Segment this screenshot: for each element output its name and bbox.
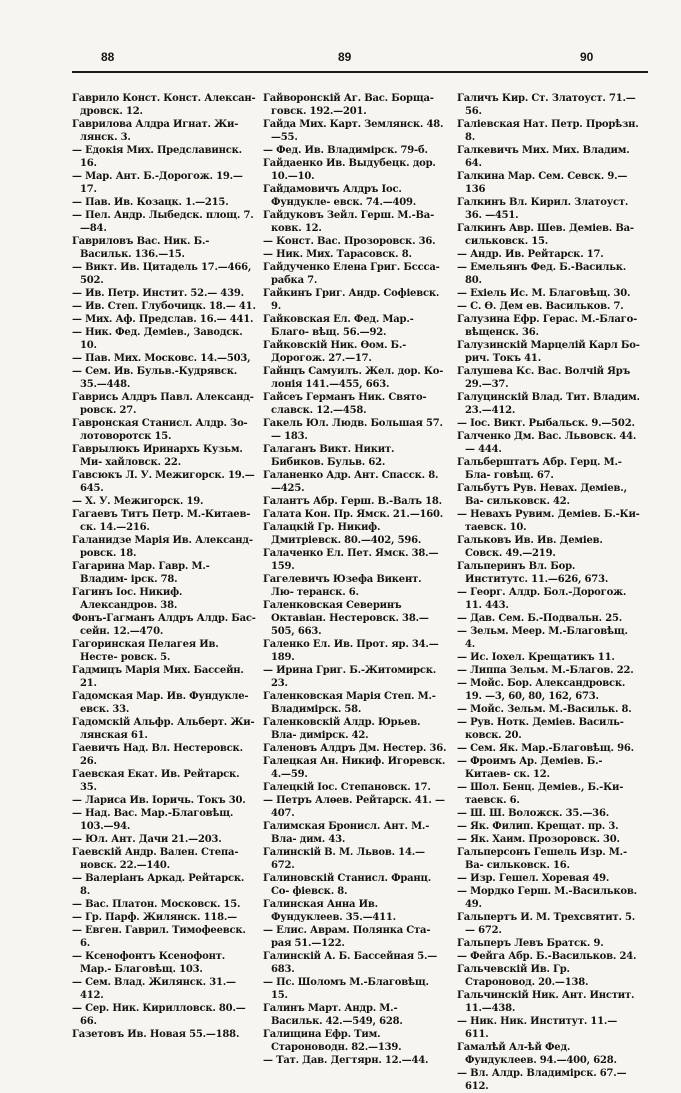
directory-entry: Гайкинъ Григ. Андр. Софіевск. 9.	[263, 288, 440, 312]
directory-entry: Галинъ Март. Андр. М.-Васильк. 42.—549, 628.	[263, 1003, 403, 1027]
directory-entry: Гальберштатъ Абр. Герц. М.-Бла- говѣщ. 67.	[457, 457, 622, 481]
directory-entry: Гайнцъ Самуилъ. Жел. дор. Ко- лонія 141.—455, 663.	[263, 366, 444, 390]
directory-entry: Гамалѣй Ал-ѣй Фед. Фундуклеев. 94.—400, 628.	[457, 1042, 617, 1066]
directory-entry: Гайдученко Елена Григ. Бсссa- рабка 7.	[263, 262, 440, 286]
directory-entry: — Дав. Сем. Б.-Подвальн. 25.	[457, 613, 623, 624]
directory-entry: — Над. Вас. Мар.-Благовѣщ. 103.—94.	[72, 808, 234, 832]
directory-entry: — Іос. Викт. Рыбальск. 9.—502.	[457, 418, 635, 429]
directory-entry: — Ник. Фед. Деміев., Заводск. 10.	[72, 327, 243, 351]
directory-entry: Гайда Мих. Карт. Землянск. 48.—55.	[263, 119, 444, 143]
directory-entry: Галецкая Ан. Никиф. Игоревск. 4.—59.	[263, 756, 446, 780]
directory-entry: Галиновскій Станисл. Франц. Со- фіевск. 8.	[263, 873, 432, 897]
directory-entry: Галинскій А. Б. Бассейная 5.— 683.	[263, 951, 438, 975]
directory-entry: Гайворонскій Аг. Вас. Борща- говск. 192.—201.	[263, 93, 434, 117]
directory-entry: Гайдуковъ Зейл. Герш. М.-Ва- ковк. 12.	[263, 210, 435, 234]
directory-entry: Гальперъ Левъ Братск. 9.	[457, 938, 604, 949]
directory-entry: — Пс. Шоломъ М.-Благовѣщ. 15.	[263, 977, 429, 1001]
directory-entry: Гайдаенко Ив. Выдубецк. дор. 10.—10.	[263, 158, 436, 182]
directory-entry: Галищина Ефр. Тим. Староноводн. 82.—139.	[263, 1029, 402, 1053]
directory-entry: — Липпа Зельм. М.-Благов. 22.	[457, 665, 634, 676]
directory-entry: — Сем. Як. Мар.-Благовѣщ. 96.	[457, 743, 634, 754]
page-number-left: 88	[101, 50, 115, 64]
directory-entry: Гальчевскій Ив. Гр. Староновод. 20.—138.	[457, 964, 589, 988]
directory-entry: — Сем. Влад. Жилянск. 31.— 412.	[72, 977, 236, 1001]
directory-entry: Гавриловъ Вас. Ник. Б.-Васильк. 136.—15.	[72, 236, 210, 260]
directory-entry: Галенковская Северинъ Октавіан. Нестеровск. 38.—505, 663.	[263, 600, 429, 637]
directory-entry: — Сем. Ив. Бульв.-Кудрявск. 35.—448.	[72, 366, 238, 390]
directory-entry: Галимская Бронисл. Ант. М.-Вла- дим. 43.	[263, 821, 430, 845]
directory-entry: — Х. У. Межигорск. 19.	[72, 496, 204, 507]
directory-entry: — Ив. Петр. Инстит. 52.— 439.	[72, 288, 244, 299]
directory-entry: — Зельм. Меер. М.-Благовѣщ. 4.	[457, 626, 628, 650]
directory-entry: Гагарина Мар. Гавр. М.-Владим- ірск. 78.	[72, 561, 210, 585]
directory-entry: Галецкій Іос. Степановск. 17.	[263, 782, 431, 793]
directory-entry: — Викт. Ив. Цитадель 17.—466, 502.	[72, 262, 252, 286]
directory-entry: — С. Ѳ. Дем ев. Васильков. 7.	[457, 301, 624, 312]
column-middle	[263, 92, 447, 1066]
directory-entry: — Гр. Парф. Жилянск. 118.—	[72, 912, 237, 923]
directory-entry: Галаненко Адр. Ант. Спасск. 8.—425.	[263, 470, 439, 494]
directory-entry: Гагаевъ Титъ Петр. М.-Китаев- ск. 14.—216.	[72, 509, 251, 533]
directory-entry: — Як. Хаим. Прозоровск. 30.	[457, 834, 620, 845]
directory-entry: — Сер. Ник. Кирилловск. 80.— 66.	[72, 1003, 246, 1027]
directory-entry: Галаганъ Викт. Никит. Бибиков. Бульв. 62.	[263, 444, 395, 468]
column-right	[457, 92, 641, 1092]
directory-entry: Гаевскій Андр. Вален. Степа- новск. 22.—140.	[72, 847, 239, 871]
header-rule	[72, 71, 648, 73]
directory-entry: Галіевская Нат. Петр. Прорѣзн. 8.	[457, 119, 639, 143]
directory-entry: — Ксенофонтъ Ксенофонт. Мар.- Благовѣщ. 103.	[72, 951, 225, 975]
directory-entry: Гальперсонъ Гешель Изр. М.-Ва- сильковск. 16.	[457, 847, 627, 871]
directory-entry: Гальбутъ Рув. Невах. Деміев., Ва- сильковск. 42.	[457, 483, 627, 507]
directory-entry: Гадомская Мар. Ив. Фундукле- евск. 33.	[72, 691, 249, 715]
directory-entry: — Мойс. Бор. Александровск. 19. —3, 60, 80, 162, 673.	[457, 678, 626, 702]
directory-entry: — Юл. Ант. Дачи 21.—203.	[72, 834, 222, 845]
directory-entry: Галинская Анна Ив. Фундуклеев. 35.—411.	[263, 899, 396, 923]
directory-entry: — Мойс. Зельм. М.-Васильк. 8.	[457, 704, 632, 715]
directory-entry: Гаврилова Алдра Игнат. Жи- лянск. 3.	[72, 119, 239, 143]
directory-entry: Гальковъ Ив. Ив. Деміев. Совск. 49.—219.	[457, 535, 603, 559]
directory-entry: Галацкій Гр. Никиф. Дмитріевск. 80.—402, 596.	[263, 522, 422, 546]
directory-entry: — Ив. Степ. Глубочицк. 18.— 41.	[72, 301, 256, 312]
directory-entry: Гаврило Конст. Конст. Алексан- дровск. 12.	[72, 93, 256, 117]
directory-entry: Галенко Ел. Ив. Прот. яр. 34.— 189.	[263, 639, 439, 663]
directory-entry: — Ник. Ник. Институт. 11.— 611.	[457, 1016, 618, 1040]
directory-entry: — Мордко Герш. М.-Васильков. 49.	[457, 886, 637, 910]
directory-entry: — Ник. Мих. Тарасовск. 8.	[263, 249, 412, 260]
directory-entry: — Валеріанъ Аркад. Рейтарск. 8.	[72, 873, 245, 897]
directory-entry: Гальпертъ И. М. Трехсвятит. 5.— 672.	[457, 912, 636, 936]
directory-entry: — Рув. Нотк. Деміев. Василь- ковск. 20.	[457, 717, 624, 741]
directory-entry: — Конст. Вас. Прозоровск. 36.	[263, 236, 436, 247]
directory-entry: — Георг. Алдр. Бол.-Дорогож. 11. 443.	[457, 587, 627, 611]
directory-entry: — Евген. Гаврил. Тимофеевск. 6.	[72, 925, 246, 949]
directory-entry: Гавсюкъ Л. У. Межигорск. 19.— 645.	[72, 470, 255, 494]
directory-entry: — Вл. Алдр. Владимірск. 67.— 612.	[457, 1068, 627, 1092]
directory-entry: — Пел. Андр. Лыбедск. площ. 7.—84.	[72, 210, 254, 234]
directory-entry: — Ш. Ш. Воложск. 35.—36.	[457, 808, 609, 819]
directory-entry: — Пав. Ив. Козацк. 1.—215.	[72, 197, 229, 208]
directory-entry: Гальчинскій Ник. Ант. Инстит. 11.—438.	[457, 990, 635, 1014]
directory-entry: Галеновъ Алдръ Дм. Нестер. 36.	[263, 743, 447, 754]
directory-entry: Галкинъ Авр. Шев. Деміев. Ва- сильковск. 15.	[457, 223, 634, 247]
directory-entry: — Елис. Аврам. Полянка Ста- рая 51.—122.	[263, 925, 431, 949]
directory-entry: — Андр. Ив. Рейтарск. 17.	[457, 249, 604, 260]
directory-entry: — Едокія Мих. Предславинск. 16.	[72, 145, 242, 169]
directory-entry: Гавронская Станисл. Алдр. Зо- лотоворотск 15.	[72, 418, 248, 442]
directory-entry: Галкина Мар. Сем. Севск. 9.—136	[457, 171, 628, 195]
directory-entry: Галченко Дм. Вас. Львовск. 44.— 444.	[457, 431, 637, 455]
directory-entry: Галанидзе Марія Ив. Александ- ровск. 18.	[72, 535, 253, 559]
directory-entry: Галенковская Марія Степ. М.- Владимірск. 58.	[263, 691, 436, 715]
directory-entry: — Емельянъ Фед. Б.-Васильк. 80.	[457, 262, 627, 286]
directory-entry: Фонъ-Гагманъ Алдръ Алдр. Бас- сейн. 12.—470.	[72, 613, 256, 637]
directory-entry: Гагоринская Пелагея Ив. Несте- ровск. 5.	[72, 639, 219, 663]
directory-entry: Галенковскій Алдр. Юрьев. Вла- димірск. 42.	[263, 717, 421, 741]
column-left	[72, 92, 256, 1040]
directory-entry: Галата Кон. Пр. Ямск. 21.—160.	[263, 509, 444, 520]
directory-entry: — Пав. Мих. Московс. 14.—503,	[72, 353, 251, 364]
directory-entry: Гайковскій Ник. Ѳом. Б.-Дорогож. 27.—17.	[263, 340, 407, 364]
directory-entry: Галушева Кс. Вас. Волчій Яръ 29.—37.	[457, 366, 631, 390]
page-number-center: 89	[338, 50, 352, 64]
directory-entry: Галузинскій Марцелій Карл Бо- рич. Токъ 41.	[457, 340, 640, 364]
directory-entry: Галантъ Абр. Герш. В.-Валъ 18.	[263, 496, 442, 507]
directory-entry: — Лариса Ив. Іоричь. Токъ 30.	[72, 795, 246, 806]
directory-entry: — Фейга Абр. Б.-Васильков. 24.	[457, 951, 637, 962]
directory-entry: Гайсеъ Германъ Ник. Свято- славск. 12.—458.	[263, 392, 427, 416]
directory-entry: Гагелевичъ Юзефа Викент. Лю- теранск. 6.	[263, 574, 422, 598]
directory-entry: Гадмицъ Марія Мих. Бассейн. 21.	[72, 665, 244, 689]
directory-entry: — Шол. Бенц. Деміев., Б.-Ки- таевск. 6.	[457, 782, 624, 806]
directory-entry: Гальперинъ Вл. Бор. Институтс. 11.—626, 673.	[457, 561, 609, 585]
directory-entry: — Мар. Ант. Б.-Дорогож. 19.— 17.	[72, 171, 243, 195]
directory-entry: Гакель Юл. Людв. Большая 57.— 183.	[263, 418, 443, 442]
directory-entry: Гадомскій Альфр. Альберт. Жи- лянская 61.	[72, 717, 255, 741]
directory-entry: — Изр. Гешел. Хоревая 49.	[457, 873, 610, 884]
directory-entry: — Ис. Іохел. Крещатикъ 11.	[457, 652, 615, 663]
directory-entry: Галкевичъ Мих. Мих. Владим. 64.	[457, 145, 630, 169]
directory-entry: Гаевичъ Над. Вл. Нестеровск. 26.	[72, 743, 243, 767]
directory-entry: — Вас. Платон. Московск. 15.	[72, 899, 241, 910]
directory-entry: Галкинъ Вл. Кирил. Златоуст. 36. —451.	[457, 197, 629, 221]
directory-entry: Галузина Ефр. Герас. М.-Благо- вѣщенск. 36.	[457, 314, 638, 338]
directory-entry: — Петръ Алѳев. Рейтарск. 41. —407.	[263, 795, 445, 819]
directory-entry: — Мих. Аф. Предслав. 16.— 441.	[72, 314, 254, 325]
directory-entry: Галичъ Кир. Ст. Златоуст. 71.— 56.	[457, 93, 636, 117]
directory-entry: — Як. Филип. Крещат. пр. 3.	[457, 821, 619, 832]
directory-entry: — Фед. Ив. Владимірск. 79-б.	[263, 145, 428, 156]
directory-entry: — Ирина Григ. Б.-Житомирск. 23.	[263, 665, 437, 689]
directory-entry: Галаченко Ел. Пет. Ямск. 38.— 159.	[263, 548, 439, 572]
directory-entry: Гаврылюкъ Иринархъ Кузьм. Ми- хайловск. 22.	[72, 444, 243, 468]
directory-entry: — Ехіель Ис. М. Благовѣщ. 30.	[457, 288, 631, 299]
directory-entry: — Тат. Дав. Дегтярн. 12.—44.	[263, 1055, 429, 1066]
directory-entry: Галинскій В. М. Львов. 14.—672.	[263, 847, 425, 871]
directory-entry: — Невахъ Рувим. Деміев. Б.-Ки- таевск. 10.	[457, 509, 640, 533]
directory-entry: Галуцинскій Влад. Тит. Владим. 23.—412.	[457, 392, 640, 416]
directory-entry: Гаевская Екат. Ив. Рейтарск. 35.	[72, 769, 240, 793]
directory-entry: Гайдамовичъ Алдръ Іос. Фундукле- евск. 74.—409.	[263, 184, 417, 208]
directory-entry: Гагинъ Іос. Никиф. Александров. 38.	[72, 587, 183, 611]
directory-entry: Гайковская Ел. Фед. Мар.-Благо- вѣщ. 56.—92.	[263, 314, 414, 338]
page-number-right: 90	[580, 50, 594, 64]
directory-entry: — Фроимъ Ар. Деміев. Б.-Китаев- ск. 12.	[457, 756, 603, 780]
directory-entry: Гаврись Алдръ Павл. Александ- ровск. 27.	[72, 392, 254, 416]
directory-entry: Газетовъ Ив. Новая 55.—188.	[72, 1029, 240, 1040]
